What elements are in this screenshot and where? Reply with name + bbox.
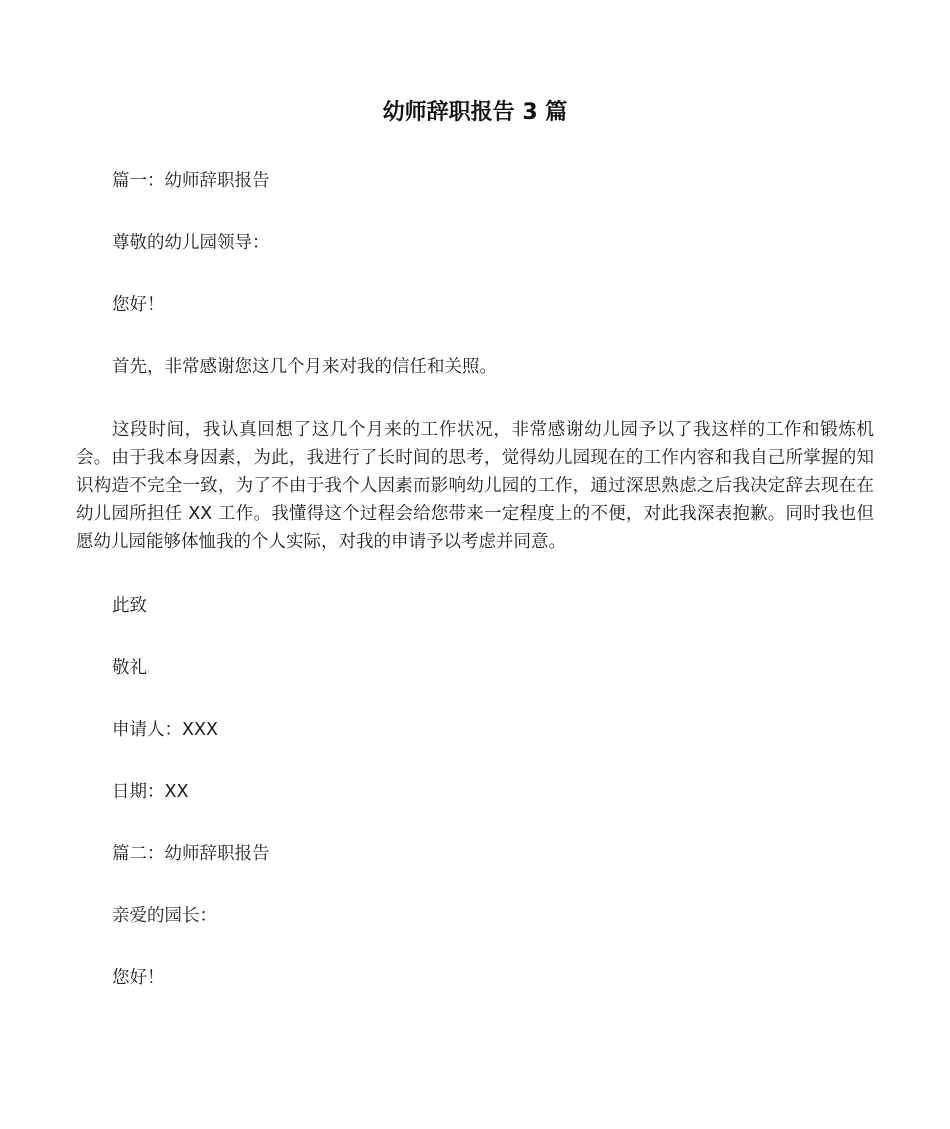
section-heading-one: 篇一：幼师辞职报告 [112, 171, 270, 191]
greeting-two: 您好！ [112, 968, 165, 988]
body-paragraph-main: 这段时间，我认真回想了这几个月来的工作状况，非常感谢幼儿园予以了我这样的工作和锻炼机会。由于我本身因素，为此，我进行了长时间的思考，觉得幼儿园现在的工作内容和我自己所掌握的知识构造不完全一致，为了不由于我个人因素而影响幼儿园的工作，通过深思熟虑之后我决定辞去现在在幼儿园所担任 XX 工作。我懂得这个过程会给您带来一定程度上的不便，对此我深表抱歉。同时我也但愿幼儿园能够体恤我的个人实际，对我的申请予以考虑并同意。 [76, 420, 874, 552]
greeting: 您好！ [112, 295, 165, 315]
salutation: 尊敬的幼儿园领导： [112, 233, 270, 253]
body-paragraph: 首先，非常感谢您这几个月来对我的信任和关照。 [112, 357, 497, 377]
applicant-line: 申请人：XXX [112, 720, 218, 740]
document-title: 幼师辞职报告 3 篇 [382, 100, 568, 125]
section-heading-two: 篇二：幼师辞职报告 [112, 844, 270, 864]
closing-regards: 敬礼 [112, 658, 147, 678]
salutation-two: 亲爱的园长： [112, 906, 217, 926]
closing-line: 此致 [112, 596, 147, 616]
date-line: 日期：XX [112, 782, 189, 802]
